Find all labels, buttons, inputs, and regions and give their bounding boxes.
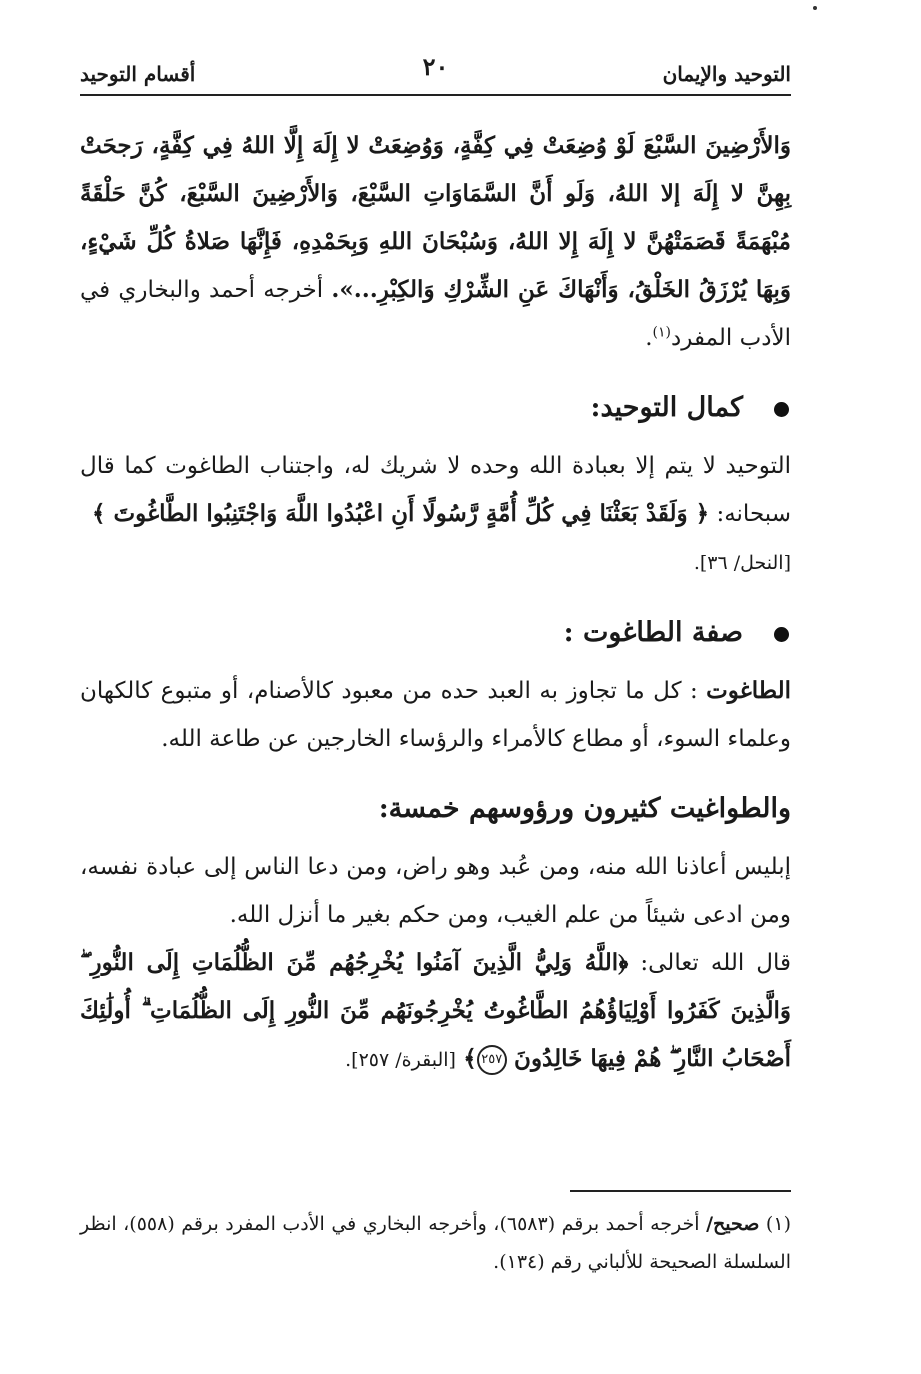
section-heading-taghut (80, 609, 791, 657)
footnote-grade: صحيح/ (706, 1213, 760, 1235)
taghut-definition (80, 667, 791, 763)
verse-close: ﴾ (463, 1045, 477, 1072)
quran-verse: ﴿اللَّهُ وَلِيُّ الَّذِينَ آمَنُوا يُخْرِجُهُم مِّنَ الظُّلُمَاتِ إِلَى النُّورِ ۖ وَالَّذِينَ كَفَرُوا أَوْلِيَاؤُهُمُ الطَّاغُوتُ يُخْرِجُونَهُم مِّنَ النُّورِ إِلَى الظُّلُمَاتِ ۗ أُولَٰئِكَ أَصْحَابُ النَّارِ ۖ هُمْ فِيهَا خَالِدُونَ (80, 949, 791, 1072)
footnote-reference[interactable]: (١) (652, 324, 672, 341)
section-heading-tawaghit (80, 785, 791, 833)
bullet-icon (774, 402, 789, 417)
scan-dot (813, 6, 817, 10)
footnote-text: أخرجه أحمد برقم (٦٥٨٣)، وأخرجه البخاري في الأدب المفرد برقم (٥٥٨)، انظر السلسلة الصحيحة للألباني رقم (١٣٤). (80, 1213, 791, 1273)
bullet-icon (774, 627, 789, 642)
chapter-title: أقسام التوحيد (80, 62, 196, 86)
verse-reference-line (80, 538, 791, 587)
ayah-number-icon: ٢٥٧ (477, 1045, 507, 1075)
verse-intro: قال الله تعالى: (628, 950, 792, 976)
quran-verse: ﴿ وَلَقَدْ بَعَثْنَا فِي كُلِّ أُمَّةٍ رَّسُولًا أَنِ اعْبُدُوا اللَّهَ وَاجْتَنِبُوا الطَّاغُوتَ ﴾ (92, 500, 710, 527)
footnote (80, 1205, 791, 1281)
tawhid-paragraph (80, 442, 791, 538)
hadith-paragraph (80, 122, 791, 362)
defined-term: الطاغوت (706, 677, 791, 704)
section-heading-perfection (80, 384, 791, 432)
paragraph-end: . (645, 325, 653, 351)
paragraph-text: التوحيد لا يتم إلا بعبادة الله وحده لا شريك له، واجتناب الطاغوت كما قال سبحانه: (80, 453, 791, 527)
heading-text: صفة الطاغوت : (563, 617, 743, 648)
heading-text: كمال التوحيد: (590, 392, 743, 423)
hadith-source: أخرجه أحمد والبخاري في الأدب المفرد (80, 277, 791, 351)
tawaghit-list (80, 843, 791, 939)
verse-reference: [البقرة/ ٢٥٧]. (345, 1049, 456, 1071)
page-number: ٢٠ (422, 52, 449, 81)
paragraph-text: إبليس أعاذنا الله منه، ومن عُبد وهو راض، ومن دعا الناس إلى عبادة نفسه، ومن ادعى شيئاً من علم الغيب، ومن حكم بغير ما أنزل الله. (80, 854, 791, 928)
running-header (80, 52, 791, 96)
baqarah-verse-paragraph (80, 939, 791, 1084)
footnote-marker: (١) (765, 1213, 791, 1235)
verse-reference: [النحل/ ٣٦]. (693, 552, 791, 574)
page-body (80, 122, 791, 1084)
hadith-text: وَالأَرْضِينَ السَّبْعَ لَوْ وُضِعَتْ فِي كِفَّةٍ، وَوُضِعَتْ لا إِلَهَ إِلَّا اللهُ فِي كِفَّةٍ، رَجحَتْ بِهِنَّ لا إِلَهَ إلا اللهُ، وَلَو أَنَّ السَّمَاوَاتِ السَّبْعَ، وَالأَرْضِينَ السَّبْعَ، كُنَّ حَلْقَةً مُبْهَمَةً قَصَمَتْهُنَّ لا إِلَهَ إِلا اللهُ، وَسُبْحَانَ اللهِ وَبِحَمْدِهِ، فَإِنَّهَا صَلاةُ كُلِّ شَيْءٍ، وَبِهَا يُرْزَقُ الخَلْقُ، وَأَنْهَاكَ عَنِ الشِّرْكِ وَالكِبْرِ...». (80, 132, 791, 303)
footnote-divider (570, 1190, 791, 1192)
definition-text: : كل ما تجاوز به العبد حده من معبود كالأصنام، أو متبوع كالكهان وعلماء السوء، أو مطاع كالأمراء والرؤساء الخارجين عن طاعة الله. (80, 678, 791, 752)
book-title: التوحيد والإيمان (662, 62, 791, 86)
heading-text: والطواغيت كثيرون ورؤوسهم خمسة: (378, 793, 791, 824)
